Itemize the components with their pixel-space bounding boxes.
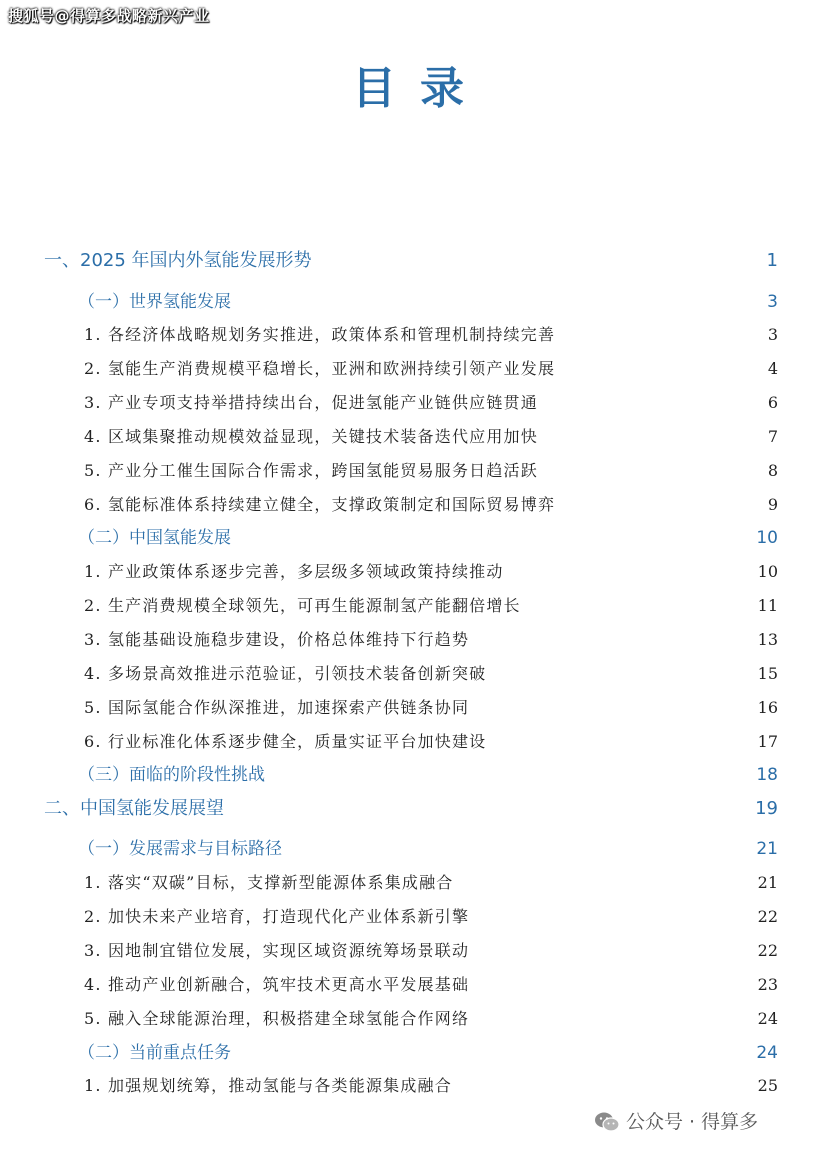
toc-entry-title: 一、2025 年国内外氢能发展形势 (44, 250, 312, 271)
toc-entry-title: 5. 产业分工催生国际合作需求，跨国氢能贸易服务日趋活跃 (84, 461, 538, 480)
toc-page-number: 19 (755, 798, 778, 819)
toc-page-number: 21 (756, 839, 778, 859)
toc-entry[interactable] (0, 593, 816, 619)
toc-entry[interactable] (0, 904, 816, 930)
toc-entry-title: 6. 氢能标准体系持续建立健全，支撑政策制定和国际贸易博弈 (84, 495, 556, 514)
toc-page-number: 7 (767, 427, 778, 446)
toc-section[interactable] (0, 836, 816, 862)
toc-entry-title: 4. 多场景高效推进示范验证，引领技术装备创新突破 (84, 664, 487, 683)
toc-entry-title: 1. 落实“双碳”目标，支撑新型能源体系集成融合 (84, 873, 454, 892)
toc-entry[interactable] (0, 1073, 816, 1099)
toc-entry[interactable] (0, 661, 816, 687)
toc-page-number: 3 (767, 325, 778, 344)
toc-page-number: 11 (757, 596, 778, 615)
toc-entry-title: 4. 推动产业创新融合，筑牢技术更高水平发展基础 (84, 975, 470, 994)
toc-page-number: 24 (757, 1009, 778, 1028)
toc-entry-title: 3. 产业专项支持举措持续出台，促进氢能产业链供应链贯通 (84, 393, 538, 412)
toc-page-number: 10 (757, 562, 778, 581)
toc-entry-title: （二）当前重点任务 (78, 1043, 231, 1063)
toc-entry[interactable] (0, 390, 816, 416)
toc-entry-title: 1. 产业政策体系逐步完善，多层级多领域政策持续推动 (84, 562, 504, 581)
toc-entry-title: 2. 氢能生产消费规模平稳增长，亚洲和欧洲持续引领产业发展 (84, 359, 556, 378)
toc-entry-title: 2. 生产消费规模全球领先，可再生能源制氢产能翻倍增长 (84, 596, 521, 615)
toc-entry[interactable] (0, 695, 816, 721)
toc-chapter[interactable] (0, 248, 816, 274)
page-title: 目录 (352, 63, 488, 114)
toc-page-number: 17 (757, 732, 778, 751)
source-watermark: 搜狐号@得算多战略新兴产业 (8, 7, 210, 25)
toc-page-number: 1 (766, 250, 778, 271)
toc-chapter[interactable] (0, 796, 816, 822)
toc-entry[interactable] (0, 322, 816, 348)
toc-entry[interactable] (0, 1006, 816, 1032)
toc-page-number: 22 (757, 941, 778, 960)
toc-page-number: 9 (767, 495, 778, 514)
toc-entry[interactable] (0, 729, 816, 755)
toc-entry-title: 二、中国氢能发展展望 (44, 798, 224, 819)
toc-entry-title: 5. 融入全球能源治理，积极搭建全球氢能合作网络 (84, 1009, 470, 1028)
toc-entry-title: 6. 行业标准化体系逐步健全，质量实证平台加快建设 (84, 732, 487, 751)
toc-entry-title: 3. 因地制宜错位发展，实现区域资源统筹场景联动 (84, 941, 470, 960)
toc-entry[interactable] (0, 870, 816, 896)
toc-entry[interactable] (0, 627, 816, 653)
toc-page-number: 8 (767, 461, 778, 480)
toc-entry[interactable] (0, 972, 816, 998)
toc-entry-title: 1. 加强规划统筹，推动氢能与各类能源集成融合 (84, 1076, 452, 1095)
toc-entry[interactable] (0, 492, 816, 518)
toc-section[interactable] (0, 1040, 816, 1066)
toc-entry[interactable] (0, 458, 816, 484)
toc-entry-title: 2. 加快未来产业培育，打造现代化产业体系新引擎 (84, 907, 470, 926)
toc-entry-title: （二）中国氢能发展 (78, 528, 231, 548)
toc-page-number: 21 (757, 873, 778, 892)
toc-page-number: 15 (757, 664, 778, 683)
toc-page-number: 23 (757, 975, 778, 994)
toc-page-number: 6 (767, 393, 778, 412)
toc-entry[interactable] (0, 559, 816, 585)
toc-entry-title: （一）发展需求与目标路径 (78, 839, 282, 859)
toc-entry-title: （一）世界氢能发展 (78, 292, 231, 312)
wechat-source (594, 1108, 758, 1136)
wechat-source-label: 公众号 · 得算多 (626, 1111, 759, 1133)
toc-page-number: 10 (756, 528, 778, 548)
toc-entry-title: 5. 国际氢能合作纵深推进，加速探索产供链条协同 (84, 698, 470, 717)
toc-section[interactable] (0, 289, 816, 315)
toc-entry-title: 1. 各经济体战略规划务实推进，政策体系和管理机制持续完善 (84, 325, 556, 344)
toc-entry[interactable] (0, 938, 816, 964)
toc-page-number: 13 (757, 630, 778, 649)
toc-entry[interactable] (0, 424, 816, 450)
toc-page-number: 22 (757, 907, 778, 926)
toc-page-number: 18 (756, 765, 778, 785)
toc-page-number: 3 (767, 292, 778, 312)
toc-page-number: 24 (756, 1043, 778, 1063)
toc-section[interactable] (0, 525, 816, 551)
toc-page-number: 4 (767, 359, 778, 378)
wechat-icon (594, 1111, 620, 1133)
toc-page-number: 16 (757, 698, 778, 717)
toc-entry-title: （三）面临的阶段性挑战 (78, 765, 265, 785)
toc-page-number: 25 (757, 1076, 778, 1095)
toc-entry-title: 3. 氢能基础设施稳步建设，价格总体维持下行趋势 (84, 630, 470, 649)
toc-entry[interactable] (0, 356, 816, 382)
toc-section[interactable] (0, 762, 816, 788)
toc-entry-title: 4. 区域集聚推动规模效益显现，关键技术装备迭代应用加快 (84, 427, 538, 446)
